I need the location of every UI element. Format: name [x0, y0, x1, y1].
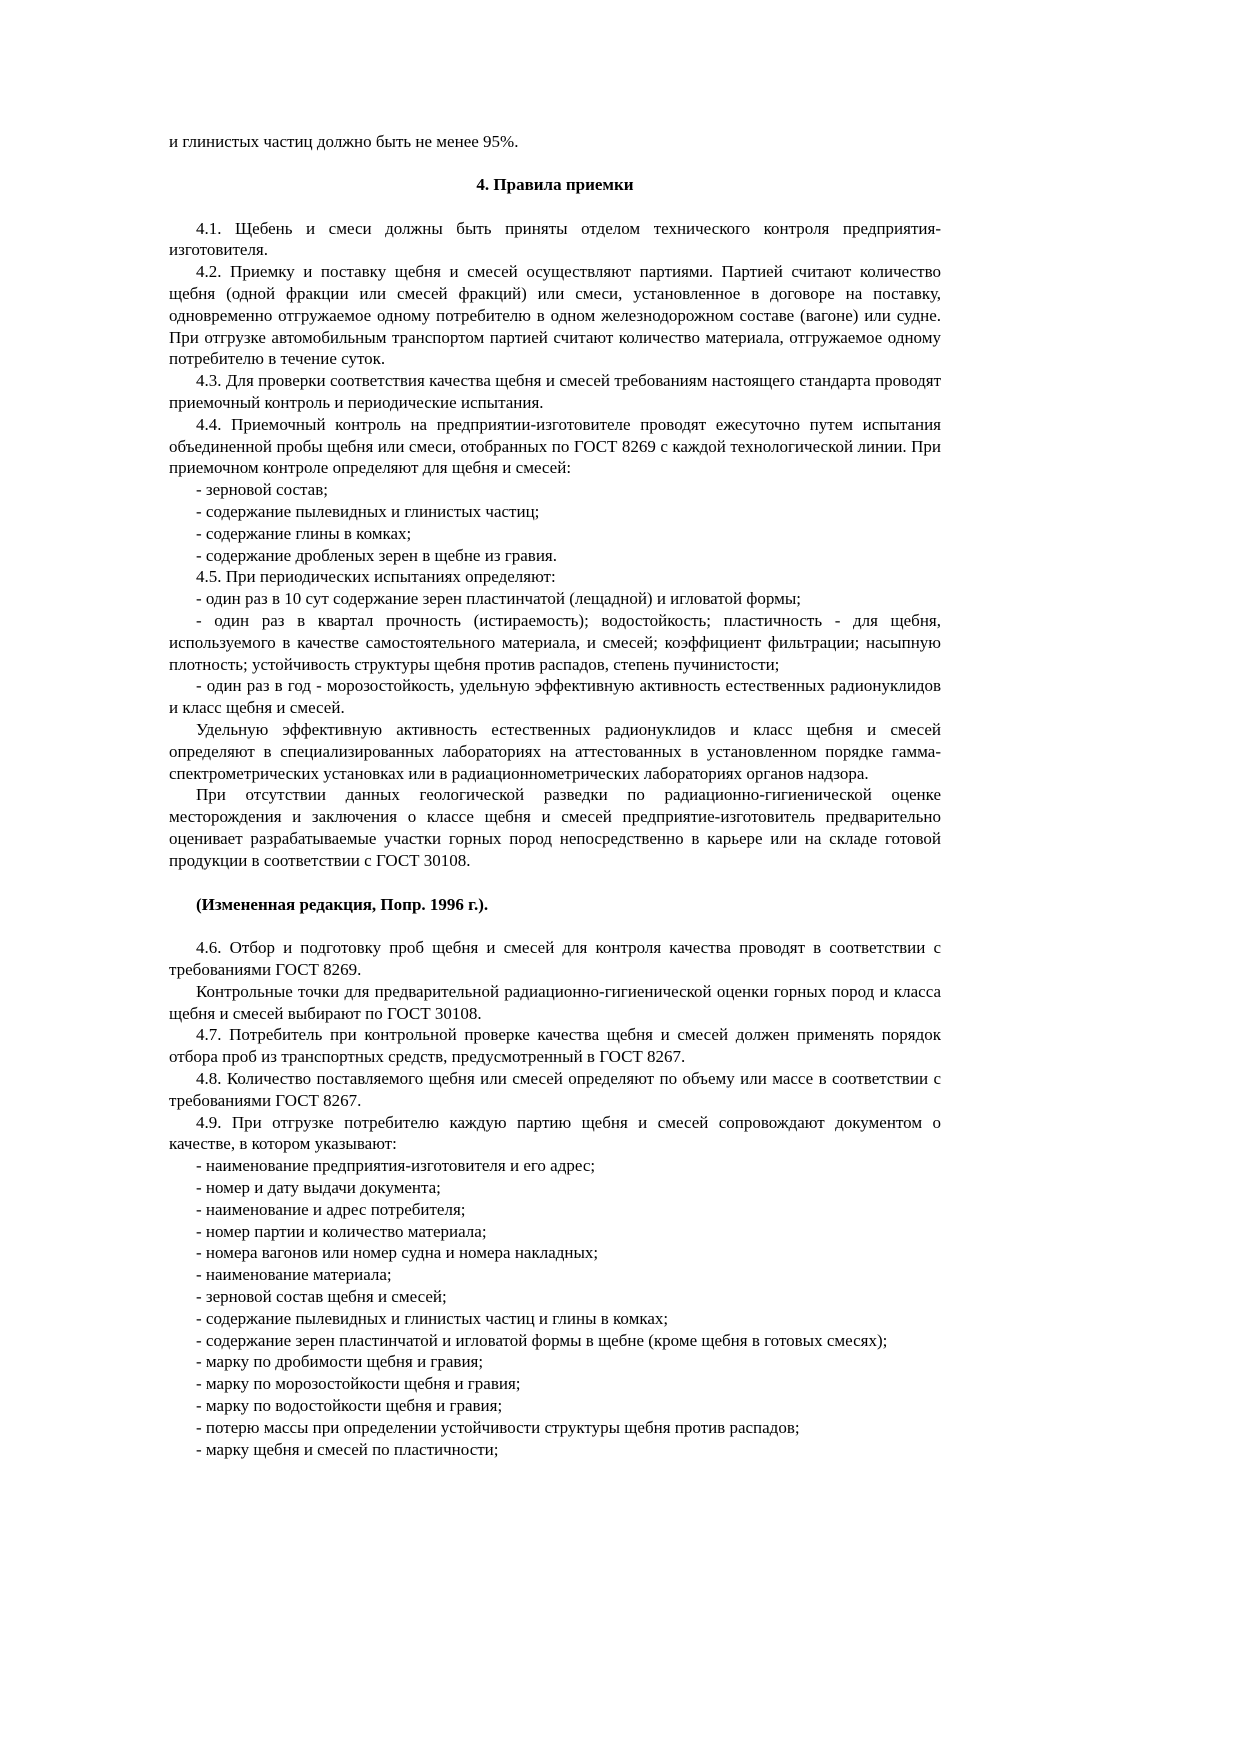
list-item: - марку по морозостойкости щебня и гравия;	[196, 1374, 521, 1394]
paragraph: 4.4. Приемочный контроль на предприятии-изготовителе проводят ежесуточно путем испытания объединенной пробы щебня или смеси, отобранных по ГОСТ 8269 с каждой технологической линии. При приемочном контроле определяют для щебня и смесей:	[169, 414, 941, 478]
list-item: - содержание пылевидных и глинистых частиц;	[196, 501, 540, 521]
paragraph: 4.3. Для проверки соответствия качества щебня и смесей требованиям настоящего стандарта проводят приемочный контроль и периодические испытания.	[169, 371, 941, 412]
list-item: - марку щебня и смесей по пластичности;	[196, 1439, 499, 1459]
continuation-text: и глинистых частиц должно быть не менее 95%.	[169, 132, 519, 151]
list-item: - содержание глины в комках;	[196, 523, 412, 543]
list-item: - один раз в год - морозостойкость, удельную эффективную активность естественных радионуклидов и класс щебня и смесей.	[169, 676, 941, 718]
paragraph: 4.1. Щебень и смеси должны быть приняты отделом технического контроля предприятия-изготовителя.	[169, 218, 941, 260]
paragraph: 4.7. Потребитель при контрольной проверке качества щебня и смесей должен применять порядок отбора проб из транспортных средств, предусмотренный в ГОСТ 8267.	[169, 1025, 941, 1067]
paragraph: 4.9. При отгрузке потребителю каждую партию щебня и смесей сопровождают документом о качестве, в котором указывают:	[169, 1112, 941, 1154]
document-body	[169, 218, 941, 1461]
paragraph: 4.2. Приемку и поставку щебня и смесей осуществляют партиями. Партией считают количество щебня (одной фракции или смесей фракций) или смеси, установленное в договоре на поставку, одновременно отгружаемое одному потребителю в одном железнодорожном составе (вагоне) или судне. При отгрузке автомобильным транспортом партией считают количество материала, отгружаемое одному потребителю в течение суток.	[169, 262, 941, 369]
list-item: - наименование материала;	[196, 1265, 392, 1285]
paragraph: Удельную эффективную активность естественных радионуклидов и класс щебня и смесей определяют в специализированных лабораториях на аттестованных в установленном порядке гамма-спектрометрических установках или в радиационнометрических лабораториях органов надзора.	[169, 719, 941, 783]
paragraph: 4.5. При периодических испытаниях определяют:	[196, 567, 556, 587]
list-item: - марку по дробимости щебня и гравия;	[196, 1352, 484, 1372]
list-item: - содержание дробленых зерен в щебне из гравия.	[196, 545, 558, 565]
list-item: - потерю массы при определении устойчивости структуры щебня против распадов;	[196, 1417, 800, 1437]
list-item: - марку по водостойкости щебня и гравия;	[196, 1396, 503, 1416]
paragraph: 4.8. Количество поставляемого щебня или смесей определяют по объему или массе в соответствии с требованиями ГОСТ 8267.	[169, 1069, 941, 1110]
list-item: - наименование предприятия-изготовителя и его адрес;	[196, 1156, 596, 1176]
list-item: - номер партии и количество материала;	[196, 1221, 487, 1241]
list-item: - содержание пылевидных и глинистых частиц и глины в комках;	[196, 1308, 669, 1328]
list-item: - зерновой состав щебня и смесей;	[196, 1287, 447, 1307]
list-item: - зерновой состав;	[196, 480, 328, 500]
paragraph: Контрольные точки для предварительной радиационно-гигиенической оценки горных пород и класса щебня и смесей выбирают по ГОСТ 30108.	[169, 981, 941, 1023]
amendment-note: (Измененная редакция, Попр. 1996 г.).	[196, 894, 489, 914]
list-item: - номера вагонов или номер судна и номера накладных;	[196, 1243, 599, 1263]
paragraph: При отсутствии данных геологической разведки по радиационно-гигиенической оценке месторождения и заключения о классе щебня и смесей предприятие-изготовитель предварительно оценивает разрабатываемые участки горных пород непосредственно в карьере или на складе готовой продукции в соответствии с ГОСТ 30108.	[169, 785, 941, 870]
paragraph: 4.6. Отбор и подготовку проб щебня и смесей для контроля качества проводят в соответствии с требованиями ГОСТ 8269.	[169, 938, 941, 980]
list-item: - содержание зерен пластинчатой и игловатой формы в щебне (кроме щебня в готовых смесях);	[196, 1330, 888, 1350]
list-item: - один раз в квартал прочность (истираемость); водостойкость; пластичность - для щебня, используемого в качестве самостоятельного материала, и смесей; коэффициент фильтрации; насыпную плотность; устойчивость структуры щебня против распадов, степень пучинистости;	[169, 610, 941, 674]
list-item: - наименование и адрес потребителя;	[196, 1199, 466, 1219]
section-heading: 4. Правила приемки	[476, 174, 634, 194]
list-item: - один раз в 10 сут содержание зерен пластинчатой (лещадной) и игловатой формы;	[196, 589, 801, 609]
list-item: - номер и дату выдачи документа;	[196, 1178, 441, 1198]
